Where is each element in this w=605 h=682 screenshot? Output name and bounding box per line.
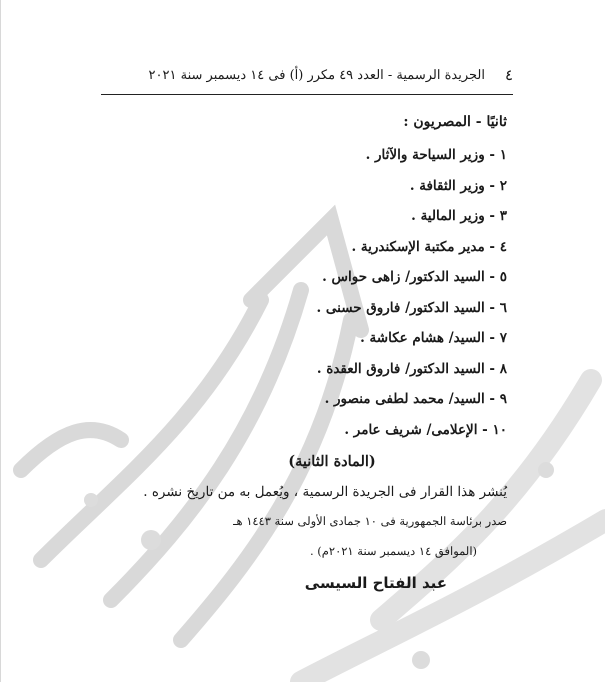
list-item: ٧ - السيد/ هشام عكاشة . [360, 330, 507, 346]
list-item: ٨ - السيد الدكتور/ فاروق العقدة . [316, 360, 507, 377]
list-item: ٩ - السيد/ محمد لطفى منصور . [324, 391, 507, 407]
header-title: الجريدة الرسمية - العدد ٤٩ مكرر (أ) فى ١٤ ديسمبر سنة ٢٠٢١ [148, 68, 485, 83]
document-body [117, 114, 507, 592]
list-item: ٥ - السيد الدكتور/ زاهى حواس . [322, 269, 507, 285]
list-item: ٢ - وزير الثقافة . [409, 177, 507, 194]
list-item: ٦ - السيد الدكتور/ فاروق حسنى . [316, 299, 507, 316]
list-item: ١٠ - الإعلامى/ شريف عامر . [344, 421, 507, 438]
signature: عبد الفتاح السيسى [304, 574, 447, 592]
issued-line: صدر برئاسة الجمهورية فى ١٠ جمادى الأولى سنة ١٤٤٣ هـ [233, 514, 507, 528]
corresponding-date: (الموافق ١٤ ديسمبر سنة ٢٠٢١م) . [309, 544, 477, 558]
article-text: يُنشر هذا القرار فى الجريدة الرسمية ، ويُعمل به من تاريخ نشره . [143, 484, 507, 500]
list-item: ١ - وزير السياحة والآثار . [365, 147, 507, 163]
list-item: ٤ - مدير مكتبة الإسكندرية . [351, 238, 507, 255]
section-title: ثانيًا - المصريون : [403, 114, 507, 130]
page-header [101, 60, 513, 95]
list-item: ٣ - وزير المالية . [411, 208, 507, 224]
article-title: (المادة الثانية) [288, 453, 376, 470]
page-number: ٤ [504, 66, 513, 84]
